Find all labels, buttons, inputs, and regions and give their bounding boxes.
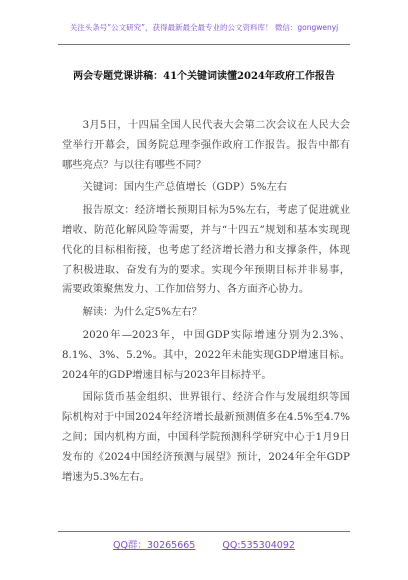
header-divider — [58, 44, 350, 45]
qq-group-link[interactable]: QQ群：30265665 — [113, 540, 196, 551]
document-body — [62, 116, 350, 490]
header-note: 关注头条号“公文研究”，获得最新最全最专业的公文资料库！ 微信：gongwenyj — [69, 23, 339, 32]
paragraph-forecasts: 国际货币基金组织、世界银行、经济合作与发展组织等国际机构对于中国2024年经济增长最新预测值多在4.5%至4.7%之间；国内机构方面，中国科学院预测科学研究中心于1月9日发布的《2024中国经济预测与展望》预计，2024年全年GDP增速为5.3%左右。 — [62, 391, 350, 483]
footer — [0, 537, 408, 551]
paragraph-keyword: 关键词：国内生产总值增长（GDP）5%左右 — [82, 181, 288, 194]
footer-divider — [58, 531, 350, 532]
paragraph-interpretation: 解读：为什么定5%左右？ — [82, 306, 202, 319]
paragraph-gdp-history: 2020年—2023年，中国GDP实际增速分别为2.3%、8.1%、3%、5.2%。其中，2022年未能实现GDP增速目标。2024年的GDP增速目标与2023年目标持平。 — [62, 328, 350, 381]
paragraph-report-text: 报告原文：经济增长预期目标为5%左右，考虑了促进就业增收、防范化解风险等需要，并与“十四五”规划和基本实现现代化的目标相衔接，也考虑了经济增长潜力和支撑条件，体现了积极进取、奋发有为的要求。实现今年预期目标并非易事，需要政策聚焦发力、工作加倍努力、各方面齐心协力。 — [62, 204, 350, 296]
paragraph-intro: 3月5日，十四届全国人民代表大会第二次会议在人民大会堂举行开幕会，国务院总理李强作政府工作报告。报告中都有哪些亮点？与以往有哪些不同？ — [62, 119, 350, 171]
document-title: 两会专题党课讲稿：41个关键词读懂2024年政府工作报告 — [73, 71, 335, 82]
qq-contact-link[interactable]: QQ:535304092 — [222, 540, 295, 551]
